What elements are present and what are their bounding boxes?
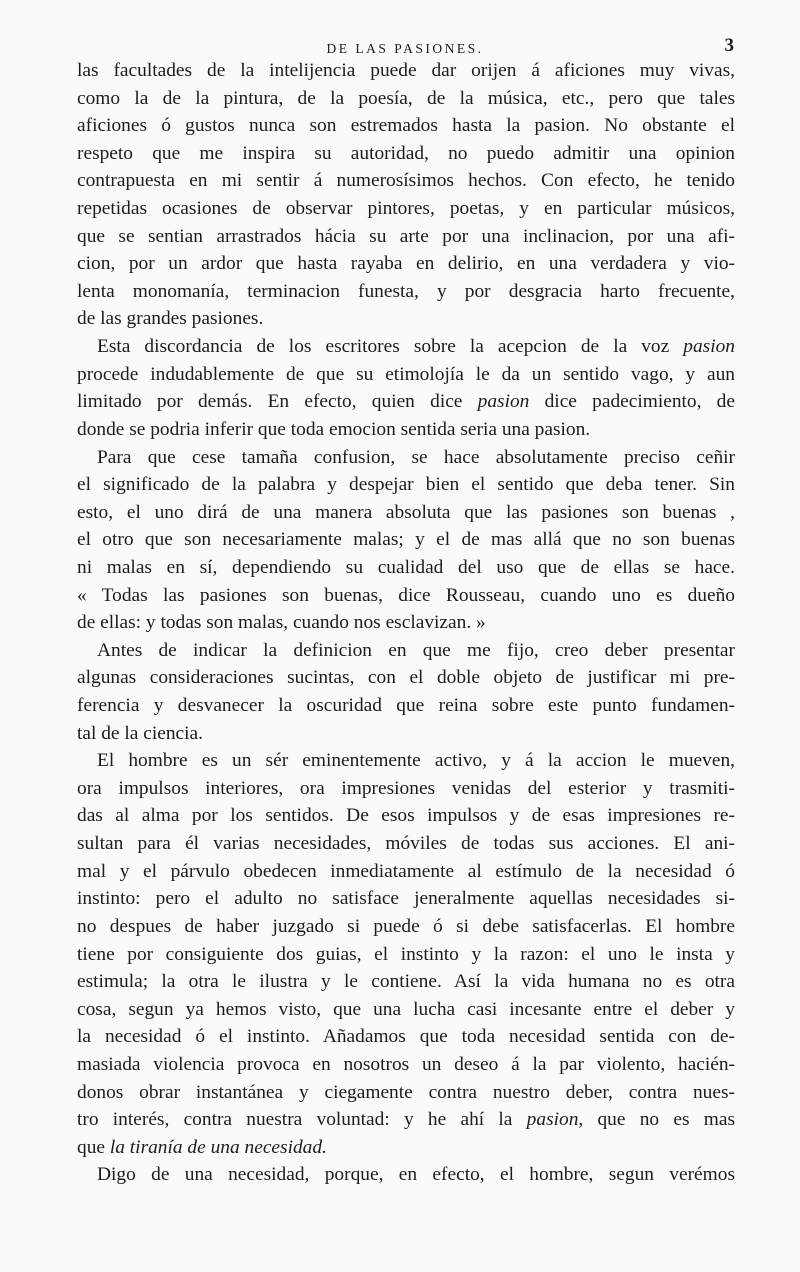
line-text: El hombre es un sér eminentemente activo, y á la accion le mueven, — [97, 750, 735, 772]
text-line — [77, 1079, 735, 1107]
line-text: las facultades de la intelijencia puede dar orijen á aficiones muy vivas, — [77, 60, 735, 81]
text-line — [77, 305, 735, 333]
text-line — [77, 968, 735, 996]
text-line — [77, 444, 735, 472]
italic-text: pasion — [477, 391, 530, 413]
italic-text: la tiranía de una necesidad. — [109, 1136, 327, 1158]
line-text: que — [77, 1136, 110, 1158]
line-text: « Todas las pasiones son buenas, dice Rousseau, cuando uno es dueño — [77, 584, 735, 606]
text-line — [77, 554, 735, 582]
line-text: esto, el uno dirá de una manera absoluta que las pasiones son buenas , — [77, 501, 735, 523]
text-line — [77, 416, 735, 444]
line-text: tiene por consiguiente dos guias, el instinto y la razon: el uno le insta y — [77, 943, 735, 965]
line-text: aficiones ó gustos nunca son estremados hasta la pasion. No obstante el — [77, 115, 735, 137]
line-text: dice padecimiento, de — [529, 391, 735, 413]
text-line — [77, 526, 735, 554]
text-line — [77, 1051, 735, 1079]
body-text — [77, 57, 735, 1189]
text-line — [77, 775, 735, 803]
italic-text: pasion — [526, 1109, 579, 1131]
line-text: Para que cese tamaña confusion, se hace absolutamente preciso ceñir — [97, 446, 735, 468]
line-text: , que no es mas — [578, 1109, 735, 1131]
text-line — [77, 1134, 735, 1162]
text-line — [77, 996, 735, 1024]
line-text: que se sentian arrastrados hácia su arte por una inclinacion, por una afi- — [77, 225, 735, 247]
text-line — [77, 1023, 735, 1051]
line-text: Digo de una necesidad, porque, en efecto, el hombre, segun verémos — [97, 1164, 735, 1186]
text-line — [77, 278, 735, 306]
text-line — [77, 250, 735, 278]
text-line — [77, 802, 735, 830]
line-text: donos obrar instantánea y ciegamente contra nuestro deber, contra nues- — [77, 1081, 735, 1103]
text-line — [77, 1106, 735, 1134]
line-text: sultan para él varias necesidades, móviles de todas sus acciones. El ani- — [77, 833, 735, 855]
text-line — [77, 195, 735, 223]
text-line — [77, 333, 735, 361]
line-text: cosa, segun ya hemos visto, que una lucha casi incesante entre el deber y — [77, 998, 735, 1020]
line-text: tal de la ciencia. — [77, 722, 203, 744]
line-text: de ellas: y todas son malas, cuando nos esclavizan. » — [77, 612, 486, 634]
line-text: ni malas en sí, dependiendo su cualidad del uso que de ellas se hace. — [77, 556, 735, 578]
line-text: ora impulsos interiores, ora impresiones venidas del esterior y trasmiti- — [77, 777, 735, 799]
text-line — [77, 140, 735, 168]
line-text: respeto que me inspira su autoridad, no puedo admitir una opinion — [77, 142, 735, 164]
text-line — [77, 388, 735, 416]
text-line — [77, 692, 735, 720]
line-text: el significado de la palabra y despejar bien el sentido que deba tener. Sin — [77, 474, 735, 496]
text-line — [77, 747, 735, 775]
running-head — [76, 37, 734, 59]
running-title: DE LAS PASIONES. — [326, 41, 484, 56]
line-text: estimula; la otra le ilustra y le contiene. Así la vida humana no es otra — [77, 971, 735, 993]
line-text: procede indudablemente de que su etimolojía le da un sentido vago, y aun — [77, 363, 735, 385]
line-text: cion, por un ardor que hasta rayaba en delirio, en una verdadera y vio- — [77, 253, 735, 275]
line-text: ferencia y desvanecer la oscuridad que reina sobre este punto fundamen- — [77, 695, 735, 717]
line-text: no despues de haber juzgado si puede ó si debe satisfacerlas. El hombre — [77, 915, 735, 937]
line-text: limitado por demás. En efecto, quien dice — [77, 391, 478, 413]
line-text: mal y el párvulo obedecen inmediatamente al estímulo de la necesidad ó — [77, 860, 735, 882]
line-text: instinto: pero el adulto no satisface jeneralmente aquellas necesidades si- — [77, 888, 735, 910]
text-line — [77, 471, 735, 499]
line-text: como la de la pintura, de la poesía, de la música, etc., pero que tales — [77, 87, 735, 109]
text-line — [77, 499, 735, 527]
text-line — [77, 720, 735, 748]
line-text: tro interés, contra nuestra voluntad: y he ahí la — [77, 1109, 527, 1131]
line-text: el otro que son necesariamente malas; y el de mas allá que no son buenas — [77, 529, 735, 551]
line-text: algunas consideraciones sucintas, con el doble objeto de justificar mi pre- — [77, 667, 735, 689]
text-line — [77, 361, 735, 389]
line-text: masiada violencia provoca en nosotros un deseo á la par violento, hacién- — [77, 1053, 735, 1075]
text-line — [77, 85, 735, 113]
line-text: lenta monomanía, terminacion funesta, y por desgracia harto frecuente, — [77, 280, 735, 302]
page-number: 3 — [724, 35, 734, 56]
line-text: das al alma por los sentidos. De esos impulsos y de esas impresiones re- — [77, 805, 735, 827]
line-text: repetidas ocasiones de observar pintores, poetas, y en particular músicos, — [77, 198, 735, 220]
text-line — [77, 57, 735, 85]
text-line — [77, 885, 735, 913]
line-text: contrapuesta en mi sentir á numerosísimos hechos. Con efecto, he tenido — [77, 170, 735, 192]
text-line — [77, 223, 735, 251]
text-line — [77, 858, 735, 886]
text-line — [77, 941, 735, 969]
text-line — [77, 830, 735, 858]
text-line — [77, 1161, 735, 1189]
italic-text: pasion — [683, 336, 735, 358]
line-text: Antes de indicar la definicion en que me fijo, creo deber presentar — [97, 639, 735, 661]
text-line — [77, 913, 735, 941]
line-text: de las grandes pasiones. — [77, 308, 264, 330]
text-line — [77, 112, 735, 140]
line-text: donde se podria inferir que toda emocion sentida seria una pasion. — [77, 418, 591, 440]
text-line — [77, 167, 735, 195]
text-line — [77, 664, 735, 692]
line-text: la necesidad ó el instinto. Añadamos que toda necesidad sentida con de- — [77, 1026, 735, 1048]
line-text: Esta discordancia de los escritores sobre la acepcion de la voz — [97, 336, 684, 358]
text-line — [77, 637, 735, 665]
text-line — [77, 582, 735, 610]
text-line — [77, 609, 735, 637]
